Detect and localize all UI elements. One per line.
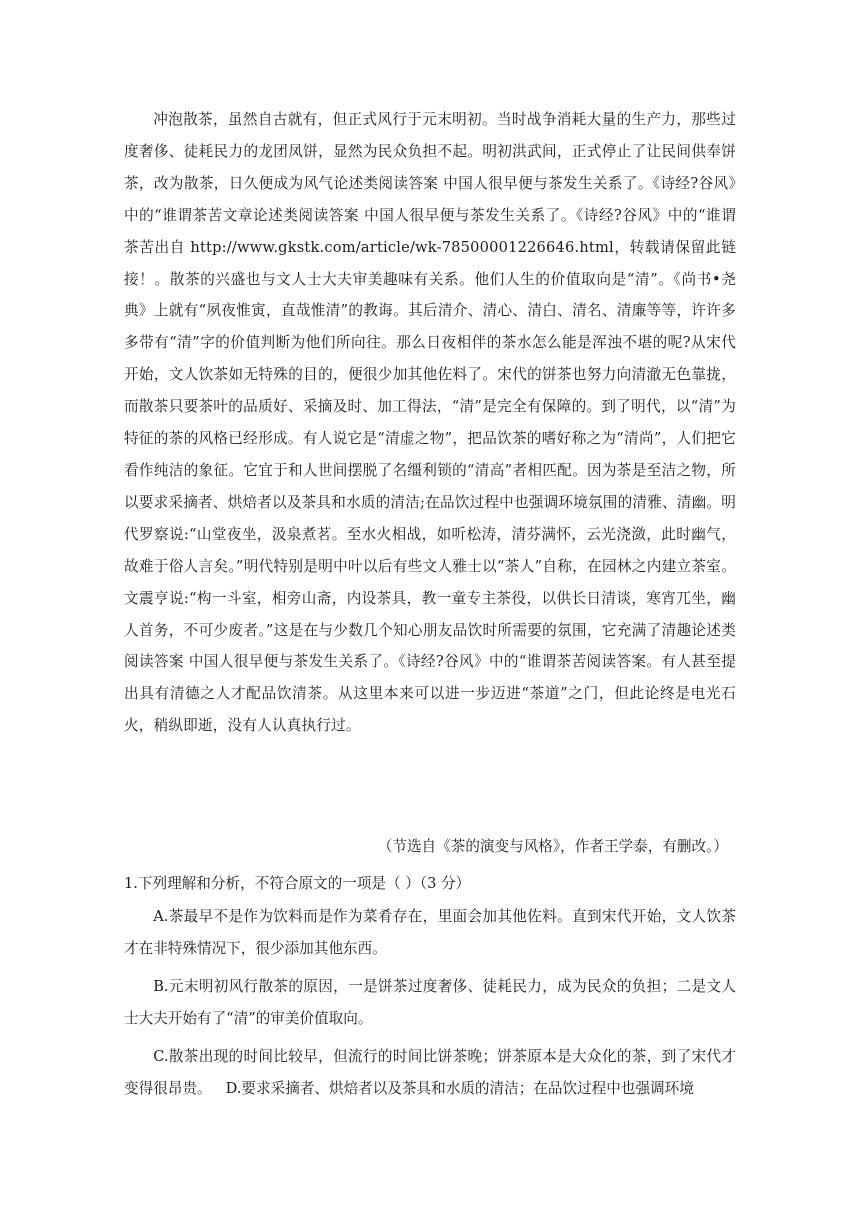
option-a [124,901,736,965]
option-text: 元末明初风行散茶的原因，一是饼茶过度奢侈、徒耗民力，成为民众的负担；二是文人士大夫开始有了“清”的审美价值取向。 [124,977,736,1027]
option-label: A. [153,908,169,925]
option-text: 要求采摘者、烘焙者以及茶具和水质的清洁；在品饮过程中也强调环境 [241,1079,694,1097]
option-text: 茶最早不是作为饮料而是作为菜肴存在，里面会加其他佐料。直到宋代开始，文人饮茶才在非特殊情况下，很少添加其他东西。 [124,908,736,957]
question-stem: 1.下列理解和分析，不符合原文的一项是（ ）（3 分） [124,875,471,892]
article-source: （节选自《茶的演变与风格》，作者王学泰，有删改。） [377,838,728,855]
option-c-d [124,1041,736,1105]
option-b [124,971,736,1035]
option-label: C. [153,1047,169,1065]
option-label: D. [225,1079,242,1097]
option-label: B. [153,977,169,995]
article-paragraph: 冲泡散茶，虽然自古就有，但正式风行于元末明初。当时战争消耗大量的生产力，那些过度奢侈、徒耗民力的龙团凤饼，显然为民众负担不起。明初洪武间，正式停止了让民间供奉饼茶，改为散茶，日久便成为风气论述类阅读答案 中国人很早便与茶发生关系了。《诗经?谷风》中的“谁谓茶苦文章论述类阅读答案 中国人很早便与茶发生关系了。《诗经?谷风》中的“谁谓茶苦出自 http://www.gkstk.com/article/wk-78500001226646.html，转载请保留此链接！。散茶的兴盛也与文人士大夫审美趣味有关系。他们人生的价值取向是“清”。《尚书•尧典》上就有“夙夜惟寅，直哉惟清”的教诲。其后清介、清心、清白、清名、清廉等等，许许多多带有“清”字的价值判断为他们所向往。那么日夜相伴的茶水怎么能是浑浊不堪的呢?从宋代开始，文人饮茶如无特殊的目的，便很少加其他佐料了。宋代的饼茶也努力向清澈无色靠拢，而散茶只要茶叶的品质好、采摘及时、加工得法，“清”是完全有保障的。到了明代，以“清”为特征的茶的风格已经形成。有人说它是“清虚之物”，把品饮茶的嗜好称之为“清尚”，人们把它看作纯洁的象征。它宜于和人世间摆脱了名缰利锁的“清高”者相匹配。因为茶是至洁之物，所以要求采摘者、烘焙者以及茶具和水质的清洁;在品饮过程中也强调环境氛围的清雅、清幽。明代罗察说:“山堂夜坐，汲泉煮茗。至水火相战，如听松涛，清芬满怀，云光浇潋，此时幽气，故难于俗人言矣。”明代特别是明中叶以后有些文人雅士以“茶人”自称，在园林之内建立茶室。文震亨说:“构一斗室，相旁山斋，内设茶具，教一童专主茶役，以供长日清谈，寒宵兀坐，幽人首务，不可少废者。”这是在与少数几个知心朋友品饮时所需要的氛围，它充满了清趣论述类阅读答案 中国人很早便与茶发生关系了。《诗经?谷风》中的“谁谓茶苦阅读答案。有人甚至提出具有清德之人才配品饮清茶。从这里本来可以进一步迈进“茶道”之门，但此论终是电光石火，稍纵即逝，没有人认真执行过。 [124,111,736,735]
option-text: 散茶出现的时间比较早，但流行的时间比饼茶晚；饼茶原本是大众化的茶，到了宋代才变得很昂贵。 [124,1047,736,1097]
question-options [124,901,736,1110]
